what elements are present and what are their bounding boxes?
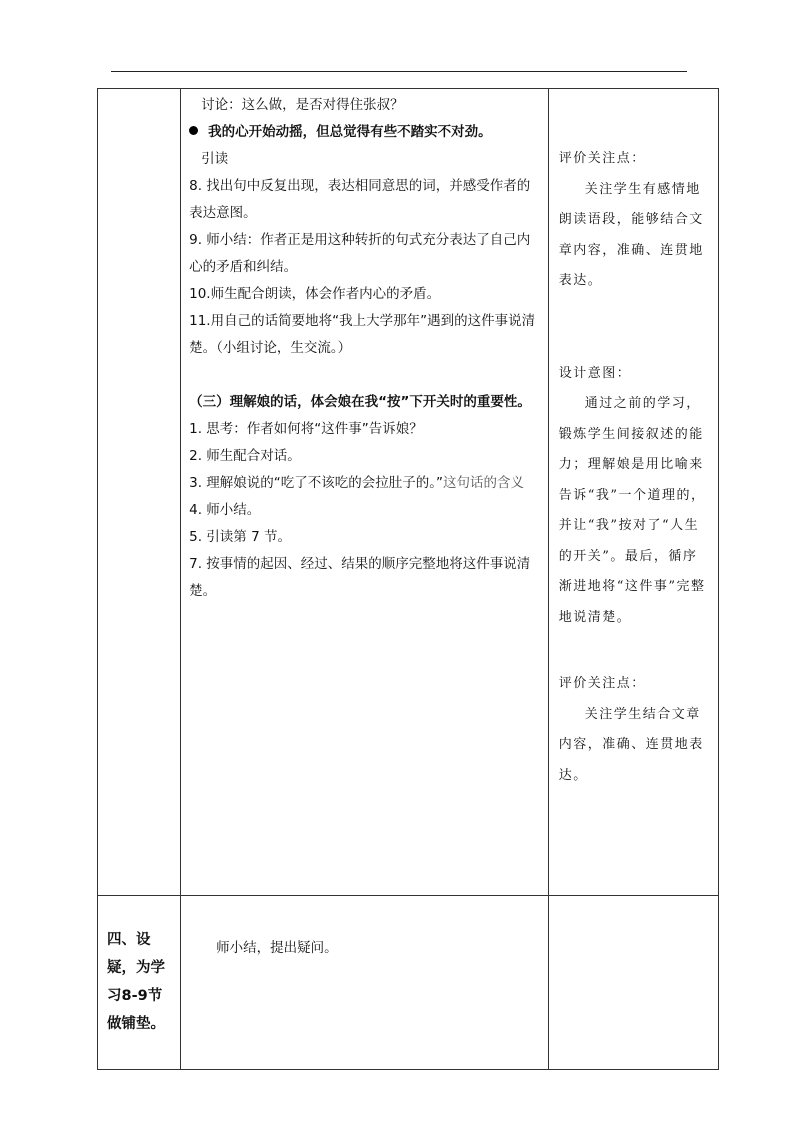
activity-line: 10.师生配合朗读，体会作者内心的矛盾。 <box>189 286 441 302</box>
design-cell <box>548 896 718 1070</box>
header-rule <box>111 71 687 72</box>
activity-cell: 师小结，提出疑问。 <box>181 896 549 1070</box>
evaluation-title: 评价关注点： <box>558 676 646 691</box>
table-row <box>98 896 719 1070</box>
activity-line: 11.用自己的话简要地将“我上大学那年”遇到的这件事说清楚。（小组讨论，生交流。） <box>189 313 536 356</box>
activity-line-main: 3. 理解娘说的“吃了不该吃的会拉肚子的。” <box>189 475 444 491</box>
activity-line: 2. 师生配合对话。 <box>189 448 301 464</box>
activity-line: 引读 <box>201 151 229 167</box>
blank-line <box>189 362 540 389</box>
activity-line <box>189 470 540 497</box>
activity-line: 9. 师小结：作者正是用这种转折的句式充分表达了自己内心的矛盾和纠结。 <box>189 232 531 275</box>
activity-line-tail: 这句话的含义 <box>443 475 525 491</box>
design-intent-title: 设计意图： <box>558 365 632 381</box>
stage-cell <box>98 89 181 896</box>
evaluation-body: 关注学生结合文章内容，准确、连贯地表达。 <box>558 706 704 783</box>
activity-bullet-line <box>189 119 540 146</box>
lesson-plan-table <box>97 88 719 1070</box>
design-intent-body: 通过之前的学习，锻炼学生间接叙述的能力；理解娘是用比喻来告诉“我”一个道理的，并让“我”按对了“人生的开关”。最后，循序渐进地将“这件事”完整地说清楚。 <box>558 396 706 625</box>
bullet-text: 我的心开始动摇，但总觉得有些不踏实不对劲。 <box>208 124 492 140</box>
table-row <box>98 89 719 896</box>
section-heading: （三）理解娘的话，体会娘在我“按”下开关时的重要性。 <box>189 394 531 410</box>
activity-line: 1. 思考：作者如何将“这件事”告诉娘？ <box>189 421 423 437</box>
activity-line: 讨论：这么做，是否对得住张叔？ <box>201 97 404 113</box>
evaluation-title: 评价关注点： <box>558 151 646 166</box>
activity-cell <box>181 89 549 896</box>
activity-line: 4. 师小结。 <box>189 502 261 518</box>
design-cell <box>548 89 718 896</box>
stage-cell: 四、设疑，为学习8-9节做铺垫。 <box>98 896 181 1070</box>
activity-line: 8. 找出句中反复出现，表达相同意思的词，并感受作者的表达意图。 <box>189 178 531 221</box>
activity-line: 7. 按事情的起因、经过、结果的顺序完整地将这件事说清楚。 <box>189 556 531 599</box>
evaluation-body: 关注学生有感情地朗读语段，能够结合文章内容，准确、连贯地表达。 <box>558 181 704 288</box>
activity-line: 5. 引读第 7 节。 <box>189 529 291 545</box>
bullet-icon <box>189 126 198 135</box>
